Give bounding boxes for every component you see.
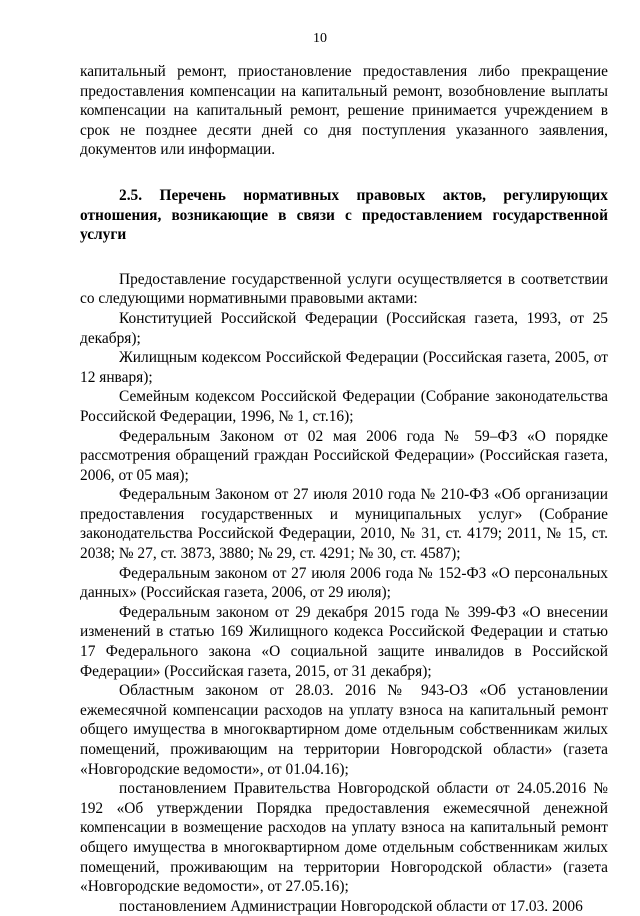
opening-paragraph: капитальный ремонт, приостановление предоставления либо прекращение предоставления компенсации на капитальный ремонт, возобновление выплаты компенсации на капитальный ремонт, решение принимается учреждением в срок не позднее десяти дней со дня поступления указанного заявления, документов или информации. bbox=[80, 63, 608, 159]
act-administration-resolution: постановлением Администрации Новгородской области от 17.03. 2006 bbox=[119, 897, 583, 915]
act-family-code: Семейным кодексом Российской Федерации (Собрание законодательства Российской Федерации, 1996, № 1, ст.16); bbox=[80, 388, 608, 425]
section-heading: 2.5. Перечень нормативных правовых актов, регулирующих отношения, возникающие в связи с предоставлением государственной услуги bbox=[80, 186, 608, 244]
act-housing-code: Жилищным кодексом Российской Федерации (Российская газета, 2005, от 12 января); bbox=[80, 349, 608, 386]
act-government-resolution-192: постановлением Правительства Новгородской области от 24.05.2016 № 192 «Об утверждении Порядка предоставления ежемесячной денежной компенсации в возмещение расходов на уплату взноса на капитальный ремонт общего имущества в многоквартирном доме отдельным собственникам жилых помещений, проживающим на территории Новгородской области» (газета «Новгородские ведомости», от 27.05.16); bbox=[80, 780, 608, 896]
intro-paragraph: Предоставление государственной услуги осуществляется в соответствии со следующими нормативными правовыми актами: bbox=[80, 270, 608, 308]
page-content bbox=[80, 62, 608, 916]
act-law-399-fz: Федеральным законом от 29 декабря 2015 года № 399-ФЗ «О внесении изменений в статью 169 Жилищного кодекса Российской Федерации и статью 17 Федерального закона «О социальной защите инвалидов в Российской Федерации» (Российская газета, 2015, от 31 декабря); bbox=[80, 603, 608, 680]
act-constitution: Конституцией Российской Федерации (Российская газета, 1993, от 25 декабря); bbox=[80, 309, 608, 347]
act-law-59-fz: Федеральным Законом от 02 мая 2006 года № 59–ФЗ «О порядке рассмотрения обращений граждан Российской Федерации» (Российская газета, 2006, от 05 мая); bbox=[80, 427, 608, 484]
act-law-210-fz: Федеральным Законом от 27 июля 2010 года № 210-ФЗ «Об организации предоставления государственных и муниципальных услуг» (Собрание законодательства Российской Федерации, 2010, № 31, ст. 4179; 2011, № 15, ст. 2038; № 27, ст. 3873, 3880; № 29, ст. 4291; № 30, ст. 4587); bbox=[80, 486, 608, 563]
act-law-152-fz: Федеральным законом от 27 июля 2006 года № 152-ФЗ «О персональных данных» (Российская газета, 2006, от 29 июля); bbox=[80, 564, 608, 602]
act-regional-law-943-oz: Областным законом от 28.03. 2016 № 943-ОЗ «Об установлении ежемесячной компенсации расходов на уплату взноса на капитальный ремонт общего имущества в многоквартирном доме отдельным собственникам жилых помещений, проживающим на территории Новгородской области» (газета «Новгородские ведомости», от 01.04.16); bbox=[80, 682, 608, 778]
page-number: 10 bbox=[313, 31, 327, 46]
